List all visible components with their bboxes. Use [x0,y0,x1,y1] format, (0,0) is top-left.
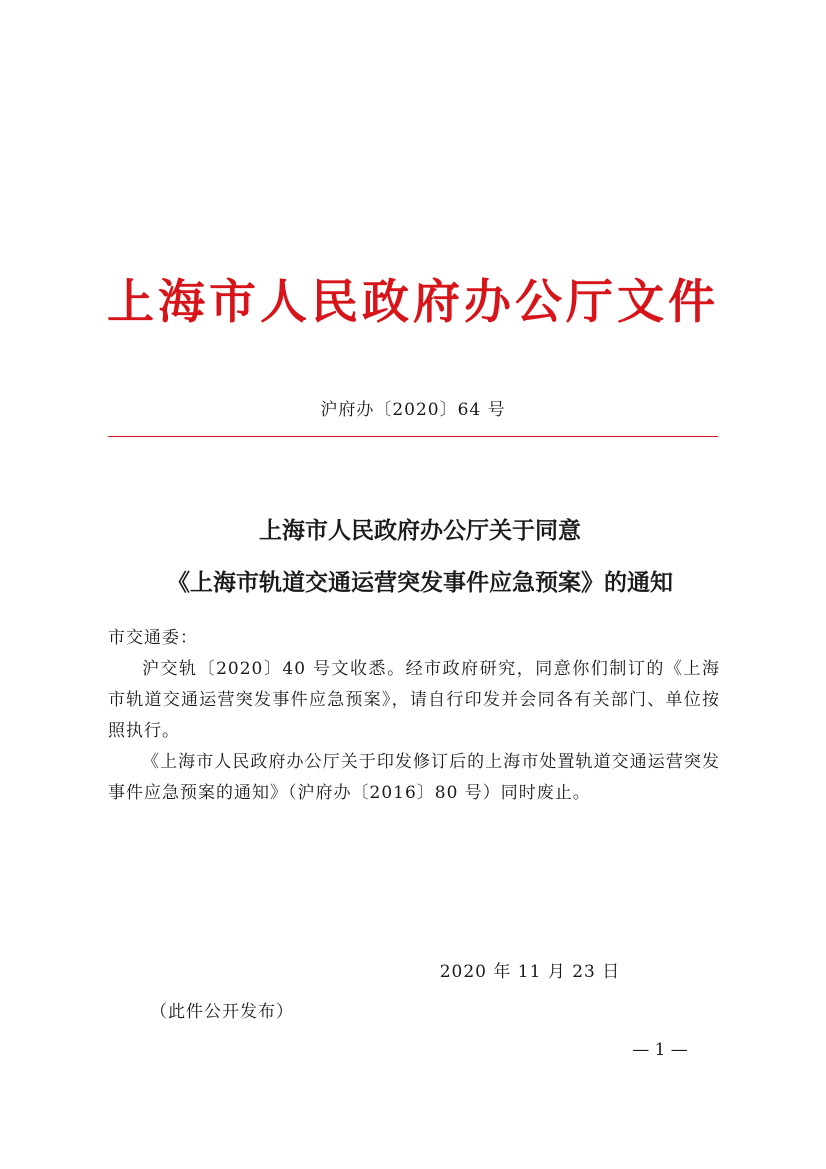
disclosure-note: （此件公开发布） [150,1002,294,1022]
notice-title-line-1: 上海市人民政府办公厅关于同意 [259,517,581,544]
page-number: — 1 — [632,1040,688,1060]
body-paragraph-1: 沪交轨〔2020〕40 号文收悉。经市政府研究，同意你们制订的《上海市轨道交通运营突发事件应急预案》，请自行印发并会同各有关部门、单位按照执行。 [108,659,720,741]
notice-title [60,505,780,609]
body-paragraph-2: 《上海市人民政府办公厅关于印发修订后的上海市处置轨道交通运营突发事件应急预案的通知》（沪府办〔2016〕80 号）同时废止。 [108,752,720,803]
notice-title-line-2: 《上海市轨道交通运营突发事件应急预案》的通知 [167,569,673,596]
issue-date: 2020 年 11 月 23 日 [439,962,621,982]
document-header-title: 上海市人民政府办公厅文件 [107,275,719,330]
body-text [108,654,720,809]
recipient: 市交通委： [108,628,198,648]
red-divider-rule [108,436,718,437]
document-number: 沪府办〔2020〕64 号 [320,400,506,420]
